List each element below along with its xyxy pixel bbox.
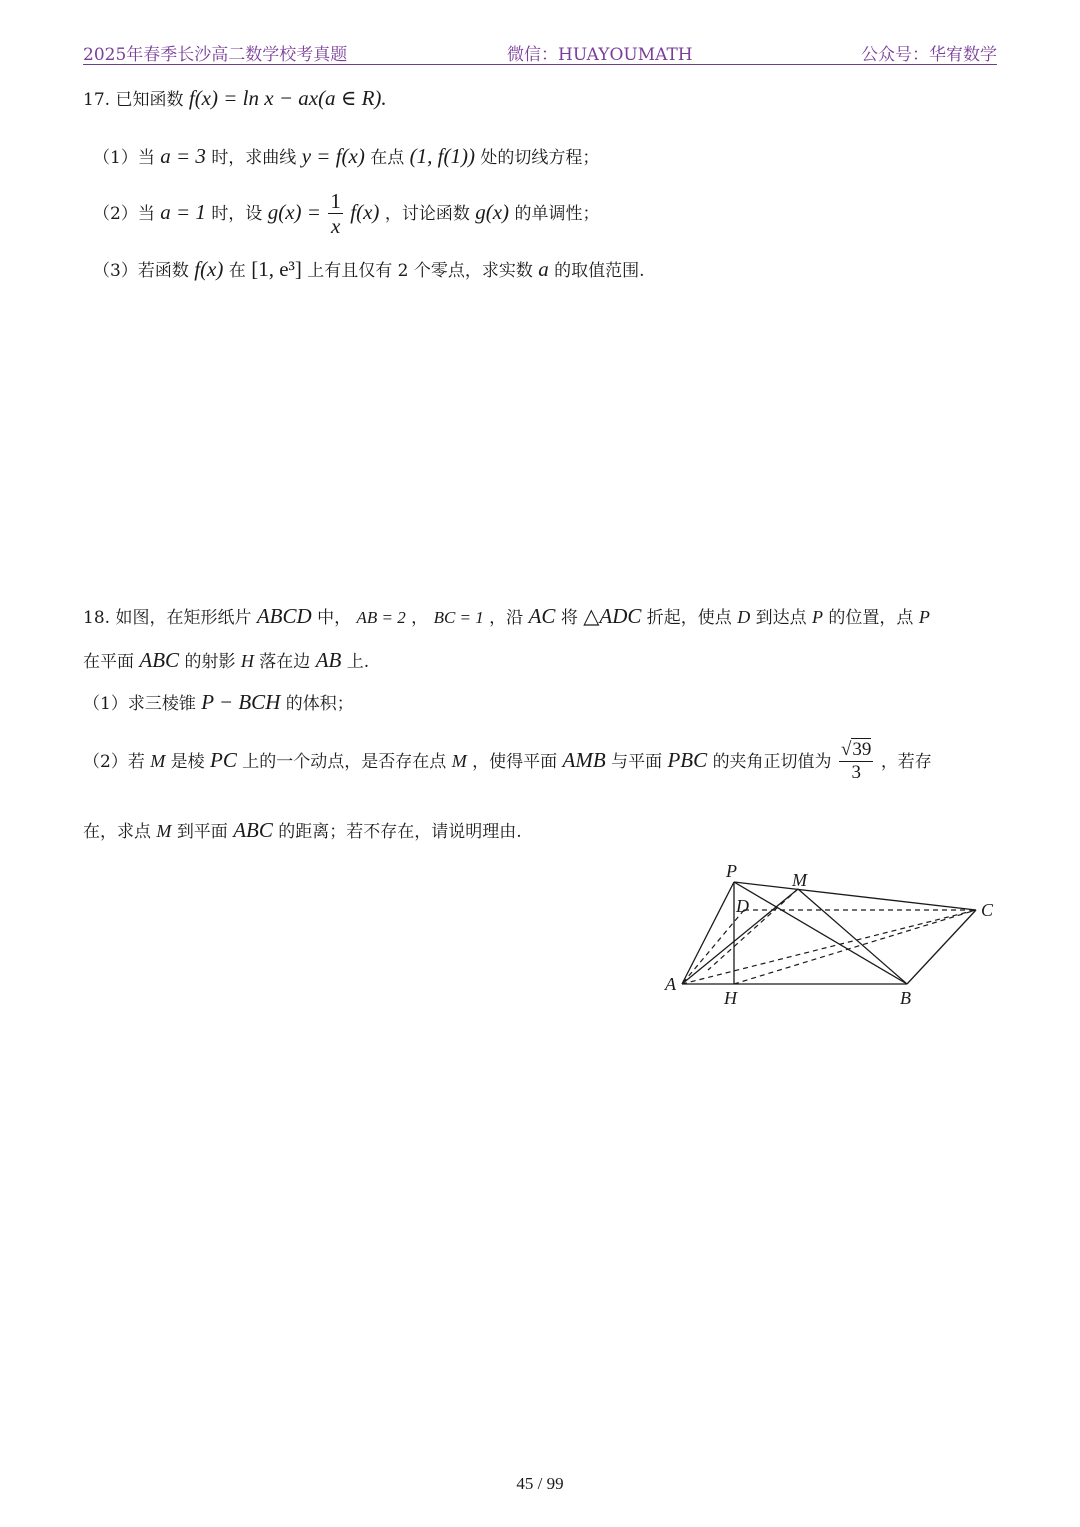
edge-MA-dash [708,889,798,970]
label-B: B [900,988,911,1008]
q18-line1: 18. 如图，在矩形纸片 ABCD 中， AB = 2 ， BC = 1 ，沿 AC 将 △ADC 折起，使点 D 到达点 P 的位置，点 P [83,604,930,628]
q17-p1-curve: y = f(x) [301,144,365,168]
q17-p2-cond: a = 1 [160,200,206,225]
q17-p2-fx: f(x) [350,200,380,225]
edge-PB [734,882,907,984]
label-D: D [736,896,749,916]
q18-part2-cont: 在，求点 M 到平面 ABC 的距离；若不存在，请说明理由. [83,818,522,842]
q17-number: 17. [83,90,111,110]
edge-PC [734,882,976,910]
page-number: 45 / 99 [516,1474,564,1493]
pyramid-figure [660,860,1005,1010]
q17-p2-gx: g(x) [475,200,510,225]
q18-part2: （2）若 M 是棱 PC 上的一个动点，是否存在点 M ，使得平面 AMB 与平面 PBC 的夹角正切值为 $\frac{√39}{3}$ ，若存 [83,739,932,783]
q17-p1-cond: a = 3 [160,144,206,168]
q17-stem-text: 已知函数 [115,90,184,110]
q17-p2-g: g(x) = [267,200,321,225]
header-wechat: 微信：HUAYOUMATH [507,45,693,65]
q17-p1-point: (1, f(1)) [409,144,475,168]
q18-part1: （1）求三棱锥 P − BCH 的体积； [83,690,354,714]
header-title: 2025年春季长沙高二数学校考真题 [83,45,348,65]
label-H: H [724,988,737,1008]
label-M: M [792,870,807,890]
header-account: 公众号：华宥数学 [861,45,997,65]
q17-part2: （2）当 a = 1 时，设 g(x) = $\frac{1}{x}$ f(x) ，讨论函数 g(x) 的单调性； [93,189,600,239]
edge-DA [682,910,744,984]
q18-p1-expr: P − BCH [201,690,281,714]
q17-part1: （1）当 a = 3 时，求曲线 y = f(x) 在点 (1, f(1)) 处的切线方程； [93,144,600,168]
edge-PA [682,882,734,984]
q17-p3-a: a [538,257,549,281]
label-C: C [981,900,994,920]
q18-number: 18. [83,608,111,628]
q17-part3: （3）若函数 f(x) 在 [1, e³] 上有且仅有 2 个零点，求实数 a 的取值范围. [93,257,645,281]
q17-p2-fraction: $\frac{1}{x}$ [330,189,341,239]
q18-line2: 在平面 ABC 的射影 H 落在边 AB 上. [83,648,370,672]
q17-function-def: f(x) = ln x − ax(a ∈ R). [188,86,387,110]
label-A: A [665,974,676,994]
q17-p3-interval: [1, e³] [251,257,302,281]
page-header [83,38,997,65]
edge-AC [682,910,976,984]
edge-HC [734,910,976,984]
q17-p3-fx: f(x) [194,257,224,281]
q17-stem [83,88,387,109]
q18-p2-fraction: $\frac{√39}{3}$ [840,739,872,783]
label-P: P [726,861,737,881]
